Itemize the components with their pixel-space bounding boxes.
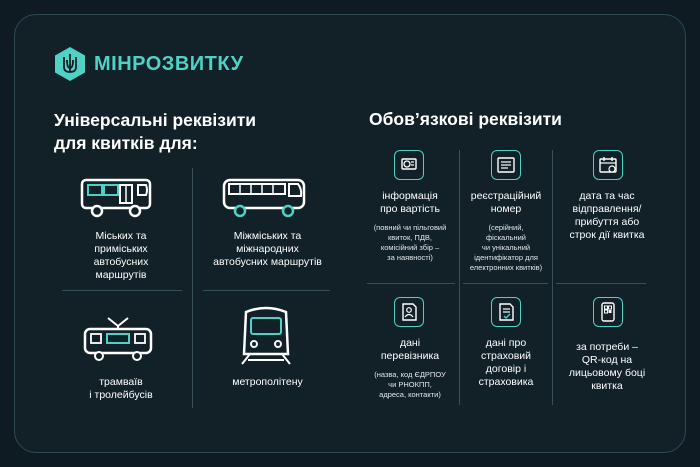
ticket-number-title-line2: номер — [490, 203, 522, 215]
price-note-line4: за наявності) — [387, 253, 433, 262]
left-divider-vertical — [192, 168, 193, 408]
intercity-bus-label — [205, 230, 330, 269]
datetime-title-line2: відправлення/ — [572, 203, 642, 215]
city-bus-label-line2: приміських автобусних — [93, 243, 149, 268]
qr-title-line4: квитка — [591, 380, 623, 392]
qr-title-line2: QR-код на — [581, 354, 633, 366]
datetime-title — [557, 190, 657, 242]
brand-name: МІНРОЗВИТКУ — [94, 53, 244, 75]
city-bus-label-line1: Міських та — [95, 230, 147, 242]
price-note-line3: комісійний збір – — [380, 243, 440, 252]
intercity-bus-label-line2: міжнародних — [236, 243, 299, 255]
city-bus-label — [66, 230, 176, 282]
tram-label-line2: і тролейбусів — [89, 389, 153, 401]
datetime-title-line3: прибуття або — [574, 216, 640, 228]
carrier-note-line3: адреса, контакти) — [379, 390, 441, 399]
insurance-title-line2: страховий — [480, 350, 532, 362]
left-divider-h2 — [203, 290, 330, 291]
carrier-title-line2: перевізника — [380, 350, 440, 362]
qr-code-icon — [593, 297, 623, 327]
price-icon — [394, 150, 424, 180]
qr-title-line3: лицьовому боці — [568, 367, 646, 379]
tram-icon — [83, 316, 153, 362]
ticket-number-note-line4: ідентифікатор для — [474, 253, 538, 262]
tram-label — [66, 376, 176, 402]
qr-title-line1: за потреби – — [576, 341, 638, 353]
right-divider-h1 — [367, 283, 455, 284]
right-heading: Обов’язкові реквізити — [369, 109, 562, 129]
ticket-number-icon — [491, 150, 521, 180]
left-heading-line1: Універсальні реквізити — [54, 110, 257, 130]
datetime-title-line4: строк дії квитка — [569, 229, 645, 241]
ticket-number-note-line1: (серійний, — [488, 223, 524, 232]
price-note-line1: (повний чи пільговий — [373, 223, 447, 232]
intercity-bus-label-line1: Міжміських та — [233, 230, 302, 242]
left-heading — [54, 109, 314, 155]
city-bus-icon — [80, 178, 152, 218]
tram-label-line1: трамваїв — [99, 376, 143, 388]
city-bus-label-line3: маршрутів — [95, 269, 147, 281]
carrier-title-line1: дані — [399, 337, 421, 349]
right-divider-h3 — [556, 283, 646, 284]
insurance-title — [462, 337, 550, 389]
price-note — [362, 223, 458, 263]
left-heading-line2: для квитків для: — [54, 133, 198, 153]
carrier-document-icon — [394, 297, 424, 327]
intercity-bus-label-line3: автобусних маршрутів — [213, 256, 322, 268]
ticket-number-note-line5: електронних квитків) — [469, 263, 543, 272]
metro-label-line1: метрополітену — [232, 376, 303, 388]
carrier-note — [362, 370, 458, 400]
right-divider-h2 — [463, 283, 548, 284]
ticket-number-title — [462, 190, 550, 216]
trident-logo-icon — [52, 46, 88, 82]
carrier-title — [364, 337, 456, 363]
price-title — [364, 190, 456, 216]
insurance-title-line1: дані про — [485, 337, 527, 349]
price-note-line2: квиток, ПДВ, — [388, 233, 432, 242]
right-divider-vertical-2 — [552, 150, 553, 405]
ticket-number-title-line1: реєстраційний — [470, 190, 542, 202]
insurance-title-line3: договір і — [485, 363, 527, 375]
insurance-title-line4: страховика — [478, 376, 534, 388]
datetime-title-line1: дата та час — [579, 190, 635, 202]
metro-icon — [238, 306, 294, 366]
price-title-line2: про вартість — [380, 203, 440, 215]
metro-label — [205, 376, 330, 389]
calendar-icon — [593, 150, 623, 180]
intercity-bus-icon — [222, 178, 308, 218]
ticket-number-note-line3: чи унікальний — [481, 243, 531, 252]
ticket-number-note-line2: фіскальний — [485, 233, 526, 242]
carrier-note-line2: чи РНОКПП, — [388, 380, 432, 389]
qr-title — [557, 341, 657, 393]
ticket-number-note — [460, 223, 552, 273]
carrier-note-line1: (назва, код ЄДРПОУ — [374, 370, 446, 379]
right-divider-vertical-1 — [459, 150, 460, 405]
price-title-line1: інформація — [382, 190, 438, 202]
insurance-document-icon — [491, 297, 521, 327]
left-divider-h1 — [62, 290, 182, 291]
